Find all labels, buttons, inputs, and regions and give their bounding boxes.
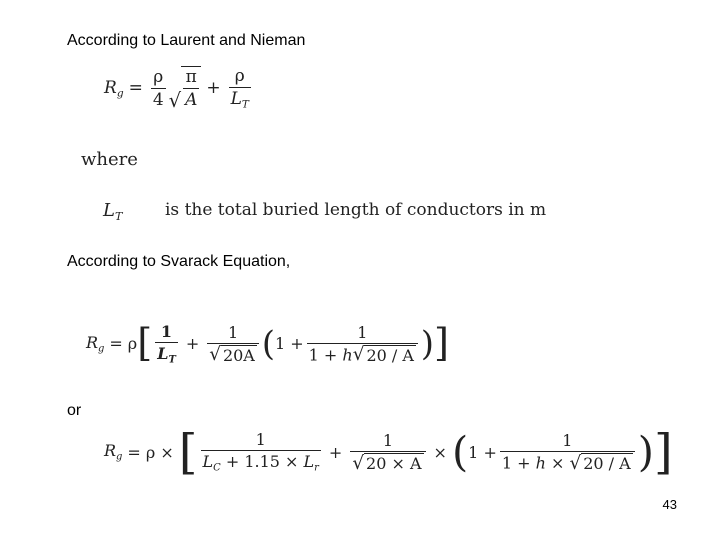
eq2-right-paren: ): [420, 323, 435, 363]
where-label: where: [81, 149, 138, 170]
eq3-one-over-lc-lr: $\frac{1}{L_C + 1.15 \times L_r}$: [202, 430, 319, 474]
eq3-right-paren: ): [637, 427, 654, 477]
page-number: 43: [662, 497, 677, 512]
eq2-right-bracket: ]: [434, 320, 450, 366]
eq1-sqrt-pi-over-a: √ $\frac{\pi}{A}$: [169, 66, 202, 110]
eq2-plus: +: [185, 334, 200, 354]
eq3-left-bracket: [: [178, 424, 198, 480]
eq2-left-bracket: [: [137, 320, 153, 366]
heading-svarack: According to Svarack Equation,: [67, 253, 291, 270]
eq2-lhs: $R_g$: [86, 333, 105, 355]
eq1-equals: =: [128, 78, 143, 99]
eq1-rho-over-four: $\frac{\rho}{4}$: [152, 66, 164, 110]
eq3-plus: +: [328, 442, 343, 462]
eq3-one-over-sqrt-20-times-a: 1 √ 20 × A: [350, 431, 425, 473]
equation-alternative: [104, 424, 673, 480]
eq3-left-paren: (: [451, 427, 469, 477]
eq2-one-plus: 1 +: [274, 334, 304, 354]
eq3-one-plus: 1 +: [468, 442, 497, 462]
eq3-equals-rho-times: = ρ ×: [127, 442, 174, 462]
heading-laurent-nieman: According to Laurent and Nieman: [67, 32, 306, 49]
definition-symbol: $L_T$: [103, 200, 123, 223]
eq2-left-paren: (: [261, 323, 275, 363]
or-label: or: [67, 402, 82, 419]
eq2-one-over-lt: $\frac{1}{L_T}$: [157, 322, 176, 366]
eq2-rho: ρ: [127, 334, 138, 354]
equation-laurent-nieman: [104, 66, 254, 111]
eq1-rho-over-lt: $\frac{\rho}{L_T}$: [230, 66, 249, 111]
equation-svarack: [86, 322, 449, 365]
definition-text: is the total buried length of conductors in m: [165, 200, 547, 220]
eq3-lhs: $R_g$: [104, 441, 123, 463]
eq3-inner-fraction: 1 1 + h × √ 20 / A: [500, 431, 635, 473]
eq1-lhs: $R_g$: [104, 77, 124, 100]
eq3-right-bracket: ]: [653, 424, 673, 480]
eq2-inner-fraction: 1 1 + h √ 20 / A: [307, 323, 418, 365]
eq3-times: ×: [433, 442, 447, 462]
eq2-equals: =: [109, 334, 123, 354]
eq1-plus: +: [206, 78, 221, 99]
eq2-one-over-sqrt-20a: 1 √ 20A: [207, 323, 259, 365]
